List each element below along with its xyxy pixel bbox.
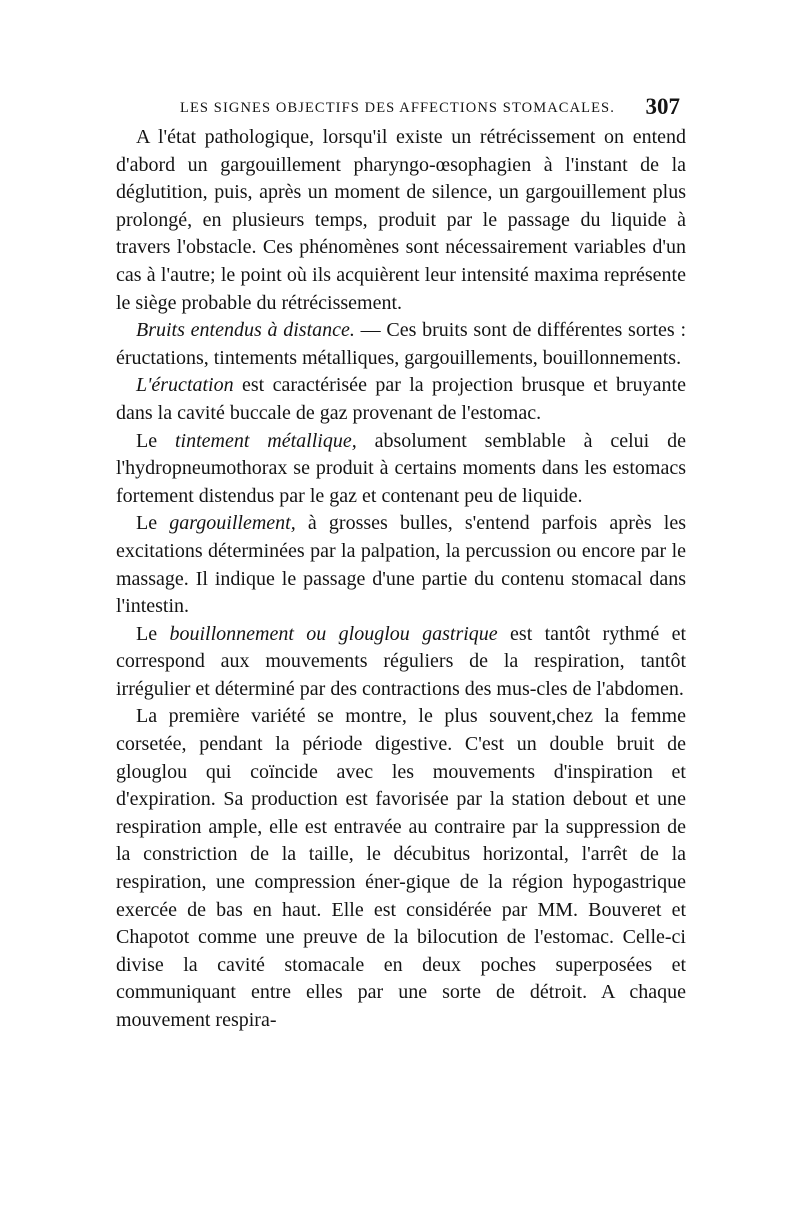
paragraph-prefix: Le — [136, 512, 170, 535]
paragraph-pathologic-state — [116, 124, 686, 317]
paragraph-text: est tantôt rythmé et correspond aux mouvements réguliers de la respiration, tantôt irrégulier et déterminé par des contractions des mus-cles de l'abdomen. — [116, 622, 686, 700]
paragraph-text: A l'état pathologique, lorsqu'il existe un rétrécissement on entend d'abord un gargouillement pharyngo-œsophagien à l'instant de la déglutition, puis, après un moment de silence, un gargouillement plus prolongé, en plusieurs temps, produit par le passage du liquide à travers l'obstacle. Ces phénomènes sont nécessairement variables d'un cas à l'autre; le point où ils acquièrent leur intensité maxima représente le siège probable du rétrécissement. — [116, 126, 686, 314]
paragraph-prefix: Le — [136, 622, 170, 645]
term-gurgling: gargouillement, — [169, 512, 296, 535]
term-metallic-tinkling: tintement métallique, — [174, 429, 357, 452]
paragraph-text: La première variété se montre, le plus souvent,chez la femme corsetée, pendant la période digestive. C'est un double bruit de glouglou qui coïncide avec les mouvements d'inspiration et d'expiration. Sa production est favorisée par la station debout et une respiration ample, elle est entravée au contraire par la suppression de la constriction de la taille, le décubitus horizontal, l'arrêt de la respiration, une compression éner-gique de la région hypogastrique exercée de bas en haut. Elle est considérée par MM. Bouveret et Chapotot comme une preuve de la bilocution de l'estomac. Celle-ci divise la cavité stomacale en deux poches superposées et communiquant entre elles par une sorte de détroit. A chaque mouvement respira- — [116, 705, 686, 1031]
paragraph-first-variety — [116, 703, 686, 1034]
paragraph-metallic-tinkling — [116, 428, 686, 511]
term-eructation: L'éructation — [136, 374, 234, 397]
paragraph-distant-sounds — [116, 317, 686, 372]
term-bubbling: bouillonnement ou glouglou gastrique — [169, 622, 498, 645]
paragraph-prefix: Le — [136, 429, 175, 452]
running-title: LES SIGNES OBJECTIFS DES AFFECTIONS STOMACALES. — [180, 100, 615, 116]
paragraph-text: absolument semblable à celui de l'hydropneumothorax se produit à certains moments dans les estomacs fortement distendus par le gaz et contenant peu de liquide. — [116, 429, 686, 507]
paragraph-eructation — [116, 372, 686, 427]
paragraph-gurgling — [116, 510, 686, 620]
paragraph-bubbling — [116, 621, 686, 704]
paragraph-text: à grosses bulles, s'entend parfois après les excitations déterminées par la palpation, la percussion ou encore par le massage. Il indique le passage d'une partie du contenu stomacal dans l'intestin. — [116, 512, 686, 618]
section-heading-distant-sounds: Bruits entendus à distance. — [136, 319, 355, 342]
page-number: 307 — [645, 94, 680, 119]
running-head — [176, 94, 686, 124]
paragraph-text: — Ces bruits sont de différentes sortes : éructations, tintements métalliques, gargouillements, bouillonnements. — [116, 319, 687, 369]
paragraph-text: est caractérisée par la projection brusque et bruyante dans la cavité buccale de gaz provenant de l'estomac. — [116, 374, 686, 424]
body-text — [116, 124, 686, 1035]
